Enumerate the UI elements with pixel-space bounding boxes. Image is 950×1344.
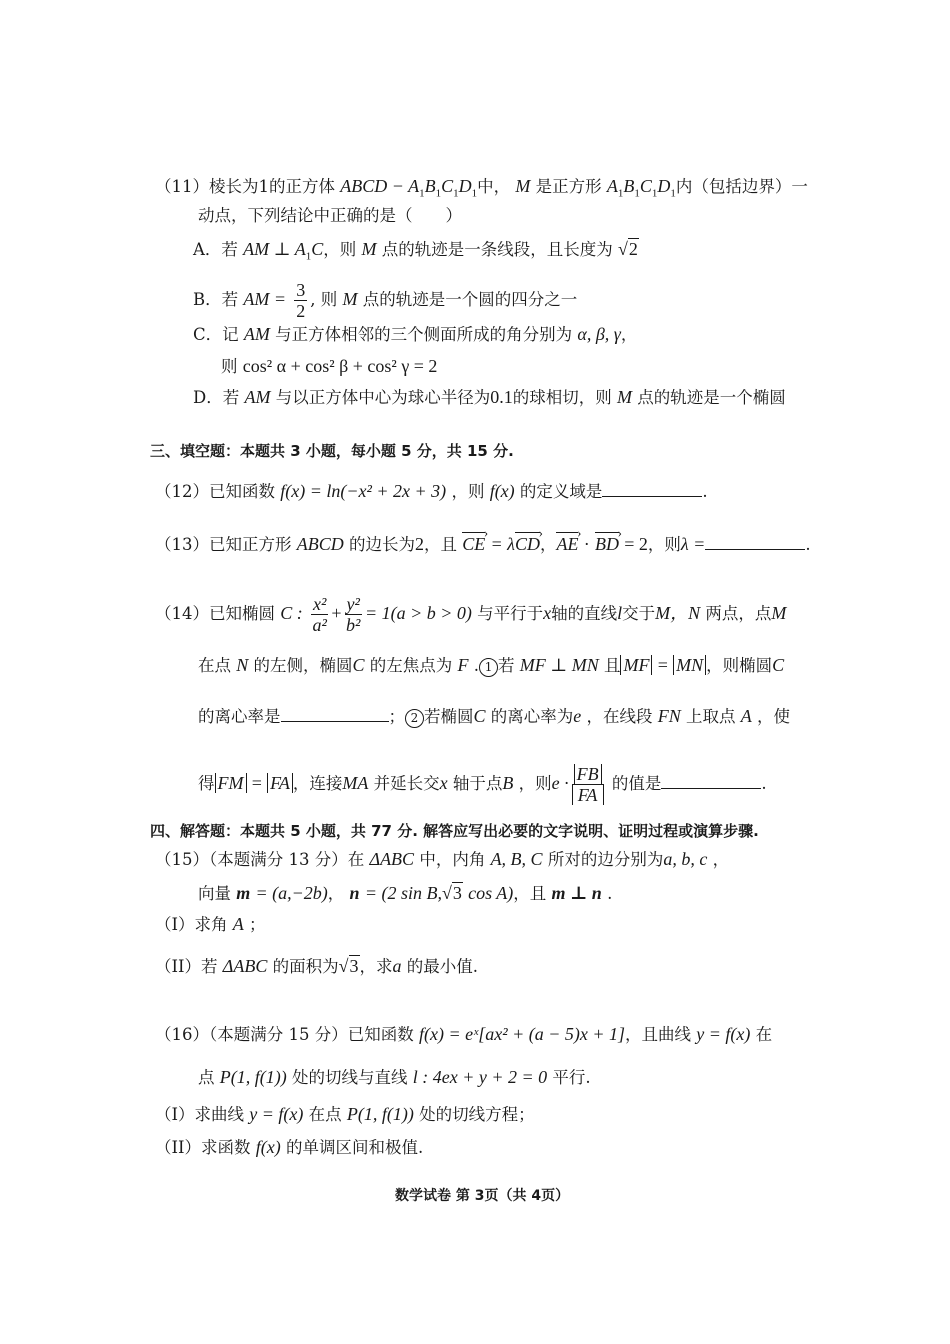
- var: MA: [342, 773, 369, 793]
- vector-m: m: [236, 883, 251, 903]
- text: ，在线段: [586, 707, 653, 726]
- point-m: M: [515, 176, 531, 196]
- text: 点: [198, 1068, 215, 1087]
- text: ；: [388, 707, 405, 726]
- text: 得: [198, 774, 215, 793]
- text: C．记: [193, 325, 239, 344]
- formula: y = f(x): [696, 1024, 751, 1044]
- lambda: λ =: [680, 534, 706, 554]
- abs-mf: MF: [620, 655, 652, 675]
- vector-bd: BD ›: [595, 533, 619, 555]
- text: 点的轨迹是一个圆的四分之一: [362, 290, 578, 309]
- angles: A, B, C: [490, 849, 543, 869]
- q11-option-c: [193, 323, 637, 346]
- formula: = (2 sin B,: [364, 883, 442, 903]
- frac-num: y²: [346, 594, 360, 614]
- formula: AM =: [243, 289, 287, 309]
- var: x: [543, 603, 552, 623]
- formula: cos² α + cos² β + cos² γ = 2: [242, 356, 438, 376]
- text: （本题满分 13 分）在: [209, 850, 365, 869]
- text: 在点: [308, 1105, 342, 1124]
- text: ，连接: [292, 774, 343, 793]
- answer-blank[interactable]: [602, 480, 702, 497]
- formula: l : 4ex + y + 2 = 0: [412, 1067, 548, 1087]
- abs-mn: MN: [673, 655, 706, 675]
- text: 交于: [622, 604, 656, 623]
- text: .: [805, 535, 811, 554]
- var: e: [573, 706, 582, 726]
- point-m: M: [616, 387, 632, 407]
- formula: MF ⊥ MN: [519, 655, 599, 675]
- text: ，: [327, 884, 345, 903]
- text: 若: [498, 656, 515, 675]
- formula: P(1, f(1)): [346, 1104, 414, 1124]
- q15-part2: [155, 955, 478, 978]
- q11-number: （11）: [155, 177, 209, 196]
- text: 内（包括边界）一: [675, 177, 808, 196]
- text: 的单调区间和极值.: [286, 1138, 424, 1157]
- fraction: [294, 280, 307, 321]
- sqrt-2: √2: [618, 239, 638, 259]
- text: 处的切线与直线: [291, 1068, 408, 1087]
- q11-option-c-line2: [221, 355, 437, 378]
- formula: = 1(a > b > 0): [364, 603, 472, 623]
- formula: AM ⊥ $A_1C$: [243, 239, 324, 263]
- q13-number: （13）: [155, 535, 209, 554]
- var: M: [771, 603, 787, 623]
- circled-number: 2: [405, 709, 424, 728]
- var: a: [392, 956, 402, 976]
- q16-part1: [155, 1103, 535, 1126]
- text: ，且曲线: [625, 1025, 692, 1044]
- var: e ·: [551, 773, 569, 793]
- q11-option-d: [193, 386, 786, 409]
- plus: +: [331, 603, 342, 623]
- q16-number: （16）: [155, 1025, 209, 1044]
- var: A: [740, 706, 752, 726]
- var: B: [502, 773, 514, 793]
- text: 已知函数: [209, 482, 275, 501]
- frac-den: a²: [312, 615, 327, 635]
- fraction: [311, 594, 328, 635]
- segment-am: AM: [244, 387, 271, 407]
- angles: α, β, γ: [577, 324, 621, 344]
- text: 所对的边分别为: [547, 850, 664, 869]
- text: ，且: [424, 535, 457, 554]
- formula: f(x): [489, 481, 515, 501]
- square-name: $A_1B_1C_1D_1$: [606, 176, 676, 200]
- text: 向量: [198, 884, 231, 903]
- eq: =: [657, 655, 668, 675]
- text: 并延长交: [373, 774, 440, 793]
- q11-line1: [155, 175, 808, 205]
- var: FN: [657, 706, 681, 726]
- text: 是正方形: [535, 177, 602, 196]
- text: 点的轨迹是一条线段，且长度为: [381, 240, 613, 259]
- text: 且: [603, 656, 621, 675]
- points: M，N: [655, 603, 701, 623]
- text: 与平行于: [477, 604, 544, 623]
- text: 两点，点: [705, 604, 772, 623]
- var: C: [352, 655, 365, 675]
- text: （II）若: [155, 957, 218, 976]
- page-footer: 数学试卷 第 3页（共 4页）: [395, 1188, 570, 1204]
- ellipse-c: C :: [280, 603, 303, 623]
- formula: m ⊥ n: [551, 883, 602, 903]
- text: ，: [620, 325, 638, 344]
- sqrt-3: √3: [338, 956, 359, 976]
- q16-line2: [198, 1066, 591, 1089]
- var: x: [439, 773, 448, 793]
- text: ，且: [513, 884, 547, 903]
- text: （本题满分 15 分）已知函数: [209, 1025, 414, 1044]
- formula: = (a,−2b): [255, 883, 328, 903]
- text: 轴于点: [452, 774, 503, 793]
- text: 上取点: [686, 707, 736, 726]
- q11-line2: 动点，下列结论中正确的是（ ）: [198, 206, 462, 225]
- q12: [155, 480, 708, 503]
- abs-fm: FM: [215, 773, 247, 793]
- var: A: [232, 914, 244, 934]
- text: ，则: [518, 774, 552, 793]
- frac-den: 2: [296, 301, 306, 321]
- vector-ae: AE ›: [556, 533, 578, 555]
- text: 平行.: [552, 1068, 591, 1087]
- q15-part1: [155, 913, 266, 936]
- text: ，求: [359, 957, 393, 976]
- text: 在: [755, 1025, 773, 1044]
- text: ，则: [451, 482, 485, 501]
- text: 的左焦点为: [369, 656, 453, 675]
- text: 棱长为1的正方体: [209, 177, 335, 196]
- abs-fa: FA: [267, 773, 293, 793]
- q13: [155, 533, 811, 556]
- cube-name: ABCD − $A_1B_1C_1D_1$: [340, 176, 478, 200]
- var: C: [772, 655, 785, 675]
- frac-num: x²: [313, 594, 327, 614]
- sqrt-value: 3: [349, 956, 359, 976]
- sqrt-3: √3: [441, 883, 462, 903]
- text: 的球相切，则: [512, 388, 612, 407]
- section-4-title: 四、解答题：本题共 5 小题，共 77 分. 解答应写出必要的文字说明、证明过程或演算步骤.: [150, 822, 759, 840]
- point-m: M: [361, 239, 377, 259]
- q14-number: （14）: [155, 604, 209, 623]
- segment-am: AM: [243, 324, 270, 344]
- frac-num: 3: [296, 280, 306, 300]
- answer-blank[interactable]: [661, 772, 761, 789]
- text: 的最小值.: [406, 957, 478, 976]
- text: A．若: [193, 240, 238, 259]
- q12-number: （12）: [155, 482, 209, 501]
- q14-line4: [198, 764, 767, 805]
- formula: P(1, f(1)): [219, 1067, 287, 1087]
- text: 已知椭圆: [209, 604, 275, 623]
- value: 2: [415, 534, 424, 554]
- text: 在点: [198, 656, 231, 675]
- q11-option-b: [193, 280, 577, 321]
- text: ，则椭圆: [706, 656, 773, 675]
- eq: =: [251, 773, 262, 793]
- var: l: [617, 603, 623, 623]
- text: 的左侧，椭圆: [253, 656, 353, 675]
- text: ，则: [323, 240, 357, 259]
- text: 已知正方形: [209, 535, 292, 554]
- text: 与正方体相邻的三个侧面所成的角分别为: [275, 325, 573, 344]
- triangle: ΔABC: [369, 849, 415, 869]
- text: ，: [712, 850, 730, 869]
- formula: f(x) = eˣ[ax² + (a − 5)x + 1]: [419, 1024, 626, 1044]
- q14-line2: [198, 654, 784, 677]
- text: 的边长为: [349, 535, 415, 554]
- text: D．若: [193, 388, 240, 407]
- text: （I）求曲线: [155, 1105, 245, 1124]
- var: F: [457, 655, 469, 675]
- circled-number: 1: [479, 658, 498, 677]
- text: （II）求函数: [155, 1138, 251, 1157]
- text: ，则: [647, 535, 681, 554]
- fraction: [572, 764, 604, 805]
- text: 若椭圆: [424, 707, 474, 726]
- vector-cd: CD ›: [515, 533, 540, 555]
- fraction: [345, 594, 362, 635]
- dot: ·: [583, 534, 590, 554]
- var: C: [473, 706, 486, 726]
- var: N: [236, 655, 249, 675]
- text: .: [702, 482, 708, 501]
- text: 则: [221, 357, 238, 376]
- q15-number: （15）: [155, 850, 209, 869]
- text: B．若: [193, 290, 239, 309]
- section-3-title: 三、填空题：本题共 3 小题，每小题 5 分，共 15 分.: [150, 442, 514, 460]
- text: .: [607, 884, 613, 903]
- text: （I）求角: [155, 915, 228, 934]
- q15-line2: [198, 882, 612, 905]
- text: .: [761, 774, 767, 793]
- point-m: M: [342, 289, 358, 309]
- q14-line3: [198, 705, 790, 728]
- answer-blank[interactable]: [705, 533, 805, 550]
- q14-line1: [155, 594, 786, 635]
- q15-line1: [155, 848, 729, 871]
- text: ，使: [757, 707, 791, 726]
- vector-ce: CE ›: [462, 533, 485, 555]
- vector-n: n: [349, 883, 360, 903]
- frac-den: FA: [572, 785, 604, 805]
- square-name: ABCD: [296, 534, 344, 554]
- formula: cos A): [468, 883, 514, 903]
- text: , 则: [310, 290, 338, 309]
- text: 点的轨迹是一个椭圆: [637, 388, 786, 407]
- text: 与以正方体中心为球心半径为: [275, 388, 491, 407]
- formula: f(x) = ln(−x² + 2x + 3): [280, 481, 447, 501]
- sqrt-value: 3: [452, 883, 462, 903]
- frac-den: b²: [346, 615, 361, 635]
- answer-blank[interactable]: [281, 705, 389, 722]
- text: ；: [249, 915, 266, 934]
- text: 的值是: [611, 774, 662, 793]
- text: ，: [539, 535, 557, 554]
- formula: y = f(x): [249, 1104, 304, 1124]
- q16-line1: [155, 1023, 772, 1046]
- text: 的面积为: [272, 957, 339, 976]
- text: .: [473, 656, 480, 675]
- text: 轴的直线: [551, 604, 618, 623]
- formula: = λ: [490, 534, 515, 554]
- triangle: ΔABC: [222, 956, 268, 976]
- radius-value: 0.1: [490, 387, 513, 407]
- frac-num: FB: [574, 764, 602, 784]
- text: 处的切线方程；: [419, 1105, 535, 1124]
- formula: f(x): [255, 1137, 281, 1157]
- sides: a, b, c: [663, 849, 708, 869]
- text: 中，: [477, 177, 511, 196]
- text: 的定义域是: [519, 482, 603, 501]
- text: 中，内角: [419, 850, 486, 869]
- text: 的离心率是: [198, 707, 281, 726]
- formula: = 2: [624, 534, 648, 554]
- text: 的离心率为: [490, 707, 574, 726]
- q11-option-a: [193, 238, 639, 268]
- q16-part2: [155, 1136, 423, 1159]
